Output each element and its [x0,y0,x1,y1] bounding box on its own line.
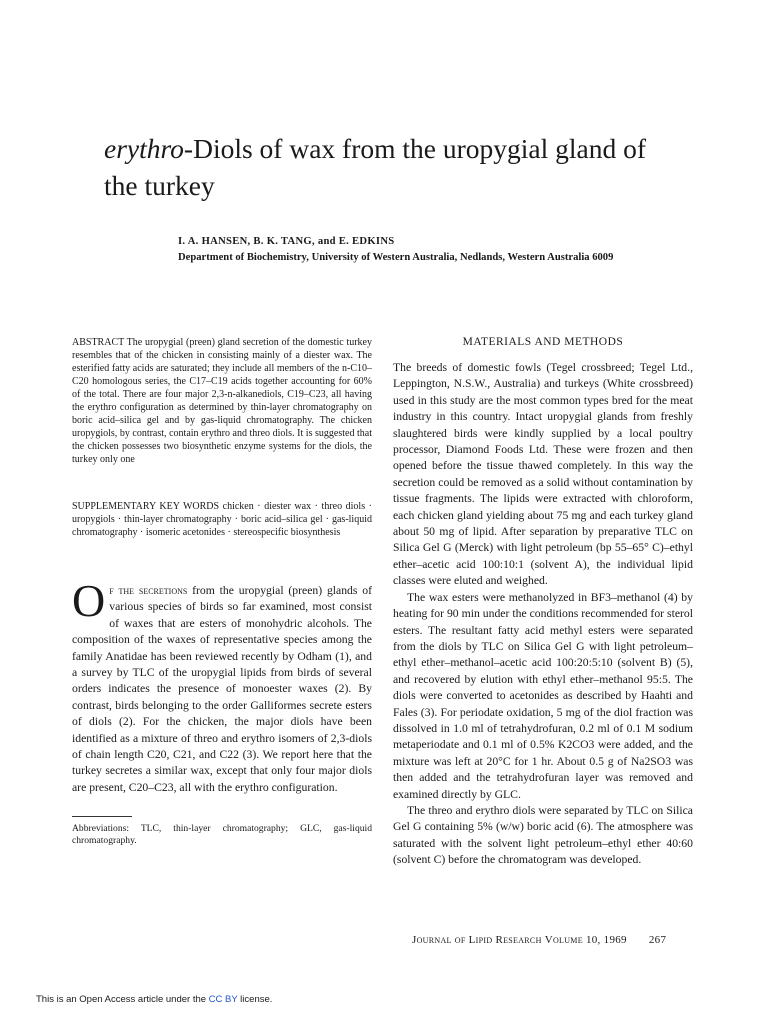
running-footer [412,934,666,946]
title-italic-prefix: erythro- [104,133,194,164]
drop-cap: O [72,575,106,626]
section-heading: MATERIALS AND METHODS [462,336,624,348]
intro-text: from the uropygial (preen) glands of various species of birds so far examined, most consist of waxes that are esters of monohydric alcohols. The composition of the waxes of representative species among the family Anatidae has been reviewed recently by Odham (1), and a survey by TLC of the uropygial lipids from birds of several orders indicates the presence of monoester waxes (2). By contrast, birds belonging to the order Galliformes secrete esters of diols (2). For the chicken, the major diols have been identified as a mixture of threo and erythro isomers of 2,3-diols of chain length C20, C21, and C22 (3). We report here that the turkey secretes a similar wax, except that only four major diols are present, C20–C23, all with the erythro configuration. [72,584,373,794]
affiliation: Department of Biochemistry, University of Western Australia, Nedlands, Western Australia 6009 [178,252,614,263]
methods-paragraph-1: The breeds of domestic fowls (Tegel crossbreed; Tegel Ltd., Leppington, N.S.W., Australia) and turkeys (White crossbreed) used in this study are the most common types bred for the meat industry in this country. Intact uropygial glands from freshly slaughtered birds were kindly supplied by a local poultry processor, Diamond Foods Ltd. These were frozen and then opened before the tissue thawed completely. In this way the secretion could be removed as a solid without contamination by tissue fragments. The lipids were extracted with chloroform, each chicken gland yielding about 75 mg and each turkey gland about 50 mg of lipid. After separation by preparative TLC on Silica Gel G (Merck) with light petroleum (bp 55–65° C)–ethyl ether–acetic acid 100:10:1 (solvent A), the individual lipid classes were eluted and weighed. [393,361,693,588]
methods-paragraph-2: The wax esters were methanolyzed in BF3–methanol (4) by heating for 90 min under the conditions recommended for sterol esters. The resultant fatty acid methyl esters were separated from the diols by TLC on Silica Gel G with light petroleum–ethyl ether–methanol–acetic acid 100:20:5:10 (solvent B) (5), and recovered by elution with ethyl ether–methanol 95:5. The diols were converted to acetonides as described by Haahti and Fales (3). For periodate oxidation, 5 mg of the diol fraction was dissolved in 1.0 ml of tetrahydrofuran, 0.2 ml of 0.1 M sodium metaperiodate and 0.1 ml of 0.5% K2CO3 were added, and the mixture was left at 20°C for 1 hr. About 0.5 g of Na2SO3 was then added and the tetrahydrofuran layer was removed and examined directly by GLC. [393,590,693,801]
intro-smallcaps: f the secretions [109,584,188,597]
volume-info: Volume 10, 1969 [544,934,627,946]
journal-name: Journal of Lipid Research [412,934,542,946]
footnote: Abbreviations: TLC, thin-layer chromatography; GLC, gas-liquid chromatography. [72,823,372,847]
abstract: ABSTRACT The uropygial (preen) gland secretion of the domestic turkey resembles that of the chicken in consisting mainly of a diester wax. The esterified fatty acids are saturated; they include all members of the n-C10–C20 homologous series, the C17–C19 acids together accounting for 60% of the total. There are four major 2,3-n-alkanediols, C19–C23, all having the erythro configuration as determined by thin-layer chromatography on boric acid–silica gel and by gas-liquid chromatography. The chicken uropygiols, by contrast, contain erythro and threo diols. It is suggested that the chicken possesses two biosynthetic enzyme systems for the diols, the turkey only one [72,337,372,465]
open-access-suffix: license. [237,994,273,1005]
methods-paragraph-3: The threo and erythro diols were separated by TLC on Silica Gel G containing 5% (w/w) boric acid (6). The atmosphere was saturated with the solvent light petroleum–ethyl ether 40:60 (solvent C) before the chromatogram was developed. [393,803,693,867]
cc-by-link[interactable]: CC BY [208,994,238,1005]
open-access-text: This is an Open Access article under the [36,994,209,1005]
footnote-rule [72,816,132,817]
authors: I. A. HANSEN, B. K. TANG, and E. EDKINS [178,236,395,247]
introduction [72,575,373,796]
right-column [393,336,693,869]
article-title [104,130,664,204]
left-column [72,336,372,847]
open-access-notice [36,994,272,1005]
key-words: SUPPLEMENTARY KEY WORDS chicken · diester wax · threo diols · uropygiols · thin-layer chromatography · boric acid–silica gel · gas-liquid chromatography · isomeric acetonides · stereospecific biosynthesis [72,501,372,538]
title-rest: Diols of wax from the uropygial gland of the turkey [104,133,646,201]
page-number: 267 [648,934,667,946]
